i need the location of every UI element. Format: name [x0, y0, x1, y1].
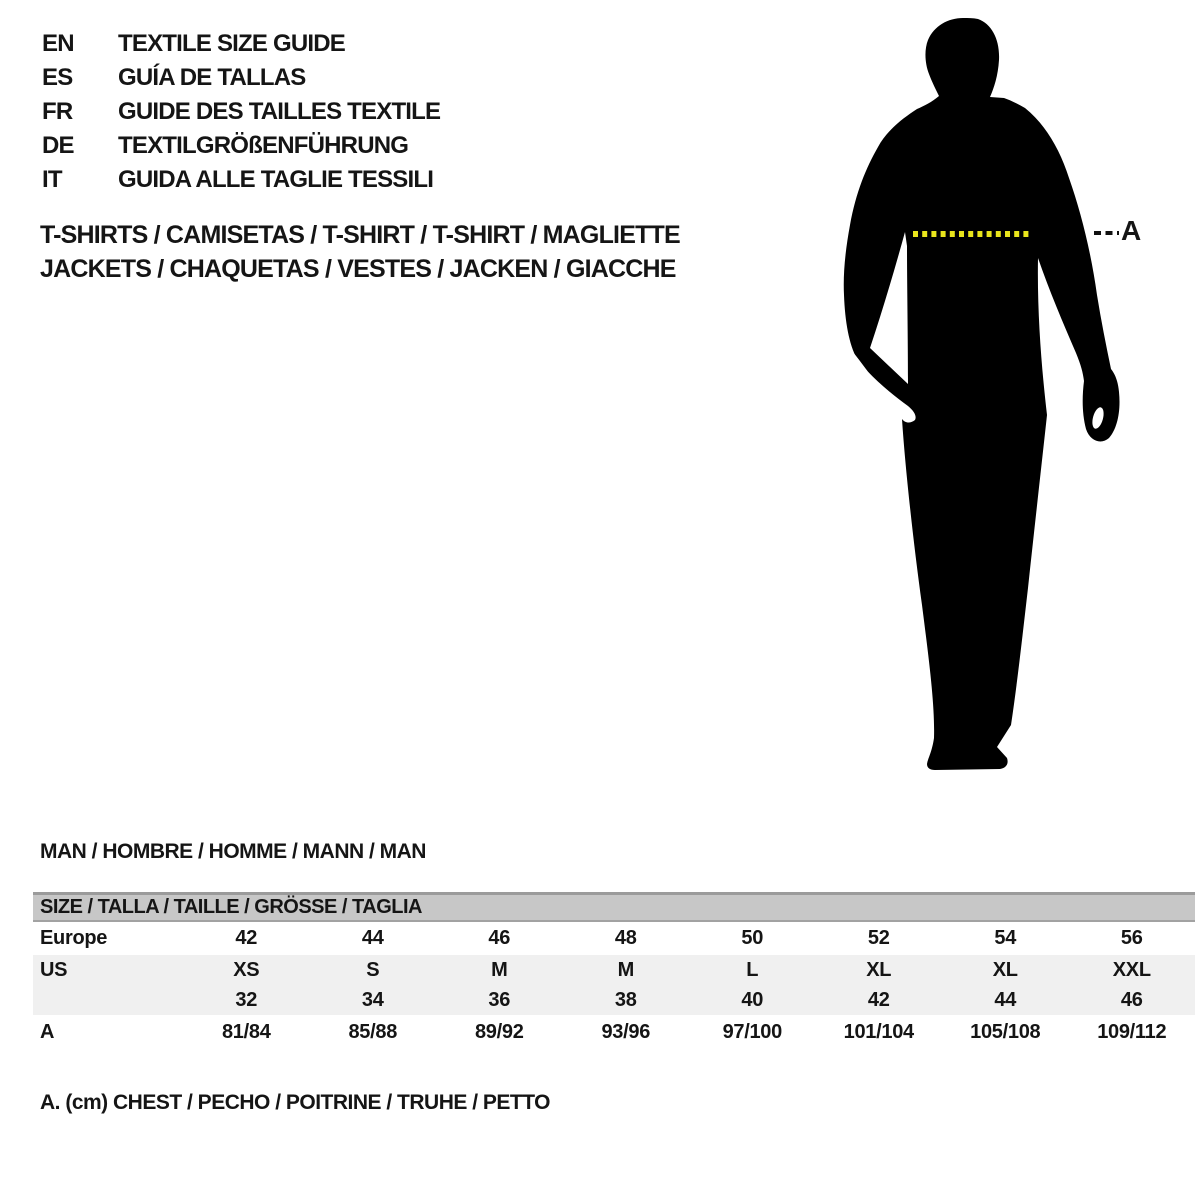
size-cell: 81/84: [221, 1021, 271, 1043]
size-cell: 46: [488, 927, 511, 949]
size-cell: 44: [361, 927, 384, 949]
man-figure: [820, 0, 1200, 800]
language-title: GUIDE DES TAILLES TEXTILE: [118, 98, 441, 125]
size-cell: M: [491, 958, 508, 981]
size-cell: 44: [994, 988, 1017, 1011]
size-cell: 48: [614, 927, 637, 949]
language-code: EN: [42, 30, 74, 57]
size-cell: 50: [741, 927, 764, 949]
size-cell: XL: [866, 958, 892, 981]
size-cell: S: [366, 958, 380, 981]
language-title: TEXTILGRÖßENFÜHRUNG: [118, 132, 409, 159]
size-cell: XS: [233, 958, 260, 981]
size-row-us: [33, 955, 1195, 985]
language-code: ES: [42, 64, 73, 91]
section-heading-man: MAN / HOMBRE / HOMME / MANN / MAN: [40, 840, 426, 863]
size-cell: 40: [741, 988, 764, 1011]
size-cell: 89/92: [474, 1021, 524, 1043]
size-cell: 54: [994, 927, 1017, 949]
category-line-jackets: JACKETS / CHAQUETAS / VESTES / JACKEN / GIACCHE: [40, 255, 676, 283]
size-row-europe: [33, 922, 1195, 955]
size-cell: 56: [1120, 927, 1143, 949]
language-title-list: [42, 27, 440, 197]
size-cell: 109/112: [1097, 1021, 1167, 1043]
size-table: [33, 892, 1195, 1050]
size-cell: 38: [614, 988, 637, 1011]
footnote-chest: A. (cm) CHEST / PECHO / POITRINE / TRUHE / PETTO: [40, 1091, 551, 1114]
size-cell: 97/100: [722, 1021, 782, 1043]
category-lines: [40, 218, 680, 286]
silhouette-body: [844, 18, 1120, 770]
row-label: Europe: [40, 927, 108, 949]
language-row: [42, 27, 440, 61]
language-code: DE: [42, 132, 74, 159]
size-cell: 93/96: [601, 1021, 651, 1043]
size-cell: L: [746, 958, 759, 981]
size-cell: 101/104: [843, 1021, 914, 1043]
size-cell: 42: [867, 988, 890, 1011]
language-code: IT: [42, 166, 62, 193]
size-cell: M: [617, 958, 634, 981]
size-row-chest: [33, 1015, 1195, 1050]
size-cell: XL: [992, 958, 1018, 981]
size-cell: 32: [235, 988, 258, 1011]
language-row: [42, 95, 440, 129]
row-label: US: [40, 958, 68, 981]
language-row: [42, 163, 440, 197]
man-silhouette: [820, 0, 1200, 800]
size-cell: XXL: [1112, 958, 1151, 981]
category-line-tshirts: T-SHIRTS / CAMISETAS / T-SHIRT / T-SHIRT / MAGLIETTE: [40, 221, 680, 249]
language-row: [42, 61, 440, 95]
size-cell: 52: [867, 927, 890, 949]
size-cell: 36: [488, 988, 511, 1011]
language-title: TEXTILE SIZE GUIDE: [118, 30, 345, 57]
size-row-numeric: [33, 985, 1195, 1015]
size-cell: 42: [235, 927, 258, 949]
language-code: FR: [42, 98, 73, 125]
size-cell: 105/108: [970, 1021, 1041, 1043]
language-title: GUÍA DE TALLAS: [118, 64, 306, 91]
size-cell: 85/88: [348, 1021, 398, 1043]
size-cell: 34: [361, 988, 384, 1011]
measure-label-a: A: [1121, 215, 1141, 246]
language-title: GUIDA ALLE TAGLIE TESSILI: [118, 166, 434, 193]
row-label: A: [40, 1021, 55, 1043]
size-cell: 46: [1120, 988, 1143, 1011]
language-row: [42, 129, 440, 163]
size-table-header: SIZE / TALLA / TAILLE / GRÖSSE / TAGLIA: [33, 892, 1195, 922]
